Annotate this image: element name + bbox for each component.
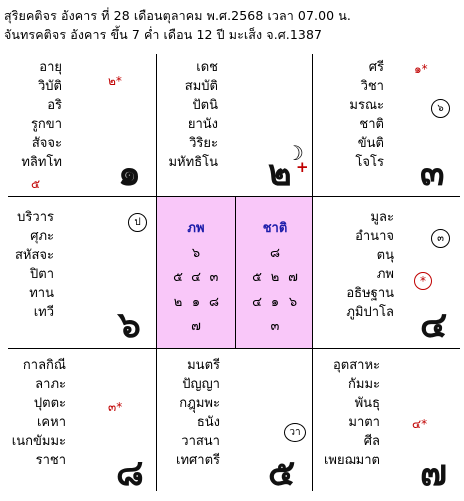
house-name: ศุภะ [30,229,54,244]
house-name: มูละ [370,210,394,225]
center-right-row [236,266,314,287]
house-name: อำนาจ [355,229,394,244]
center-left-title: ภพ [187,221,205,236]
house-5-number: ๕ [268,453,296,494]
house-name: เดช [196,60,218,75]
center-digit: ๘ [208,295,220,310]
center-left-row [157,266,235,287]
house-8-number: ๘ [116,453,144,494]
house-name: ปัตนิ [192,98,218,113]
house-name: ยานัง [187,117,218,132]
house-name: รูกขา [30,117,62,132]
house-1-red-symbol: ๕ [31,177,41,191]
house-name: ชาติ [359,117,384,132]
house-name: เคหา [36,415,66,430]
house-3-names [330,58,384,172]
center-right-row [236,291,314,312]
house-8-marker: ๓* [108,400,123,414]
center-digit: ๕ [252,270,262,285]
center-digit: ๕ [173,270,183,285]
center-digit: ๓ [209,270,219,285]
house-name: บริวาร [17,210,54,225]
center-left-row [157,291,235,312]
house-name: ศีล [363,434,380,449]
house-1-names [8,58,62,172]
house-name: ราชา [35,453,66,468]
house-name: มรณะ [349,98,384,113]
house-name: เพยฌมาต [323,453,380,468]
house-name: อายุ [39,60,62,75]
center-right-row [236,315,314,336]
house-name: ศรี [368,60,384,75]
center-digit: ๒ [270,270,280,285]
house-name: ธนัง [196,415,220,430]
house-name: เทศาตรี [176,453,220,468]
house-name: สัจจะ [31,136,62,151]
house-name: ปิตา [30,267,54,282]
center-left-row [157,242,235,263]
house-name: อริ [47,98,62,113]
house-6-names [8,208,54,322]
grid-line-h2 [8,348,460,349]
house-name: มนตรี [187,358,220,373]
house-3-circle-icon: ๖ [431,99,450,118]
house-name: วิริยะ [189,136,218,151]
house-name: วิชา [360,79,384,94]
center-digit: ๔ [252,295,262,310]
house-name: สหัสจะ [14,248,54,263]
house-name: ลาภะ [35,377,66,392]
center-left-row [157,315,235,336]
house-name: ปัญญา [182,377,220,392]
house-name: มาตา [348,415,380,430]
house-name: อธิษฐาน [346,286,394,301]
house-name: ทาน [29,286,54,301]
house-name: ภูมิปาโล [346,305,394,320]
house-name: กาลกิณี [22,358,66,373]
house-name: เนกขัมมะ [11,434,66,449]
house-2-names [160,58,218,172]
house-name: อุตสาหะ [332,358,380,373]
house-name: วิบัติ [38,79,62,94]
house-name: ขันติ [357,136,384,151]
house-4-circle-icon: ๓ [431,229,450,248]
house-name: พันธุ [354,396,380,411]
center-right-row [236,242,314,263]
moon-icon: ☽ [286,141,304,165]
house-6-circle-icon: ป [128,213,147,232]
center-digit: ๖ [191,246,201,261]
house-7-names [316,356,380,470]
center-right-title: ชาติ [262,221,288,236]
house-name: ภพ [376,267,394,282]
house-name: ทลิทโท [21,155,62,170]
house-4-red-star-icon: * [414,272,432,290]
house-1-number: ๑ [118,153,141,194]
house-2-number: ๒ [268,153,292,194]
house-name: วาสนา [181,434,220,449]
house-3-number: ๓ [420,153,445,194]
center-digit: ๗ [191,319,201,334]
house-7-number: ๗ [420,453,448,494]
solar-date-line: สุริยคติจร อังคาร ที่ 28 เดือนตุลาคม พ.ศ.2568 เวลา 07.00 น. [4,8,351,23]
house-1-marker: ๒* [108,74,122,88]
house-5-circle-icon: วา [284,423,306,442]
lunar-date-line: จันทรคติจร อังคาร ขึ้น 7 ค่ำ เดือน 12 ปี มะเส็ง จ.ศ.1387 [4,27,323,42]
house-name: ปุตตะ [33,396,66,411]
house-4-number: ๔ [420,305,448,346]
house-name: โจโร [355,155,384,170]
house-4-names [318,208,394,322]
house-2-marker: + [296,158,309,176]
center-digit: ๑ [270,295,280,310]
house-name: กฎุมพะ [179,396,220,411]
house-name: กัมมะ [348,377,380,392]
house-name: เทวี [33,305,54,320]
house-7-marker: ๔* [412,417,428,431]
center-digit: ๘ [269,246,281,261]
house-name: มหัทธิโน [168,155,218,170]
center-digit: ๖ [288,295,298,310]
house-name: สมบัติ [184,79,218,94]
house-8-names [8,356,66,470]
center-digit: ๔ [191,270,201,285]
center-digit: ๒ [173,295,183,310]
house-6-number: ๖ [118,305,141,346]
house-name: ตนุ [376,248,394,263]
house-3-marker: ๑* [414,62,428,76]
center-digit: ๗ [288,270,298,285]
center-digit: ๑ [191,295,201,310]
house-5-names [160,356,220,470]
center-digit: ๓ [270,319,280,334]
